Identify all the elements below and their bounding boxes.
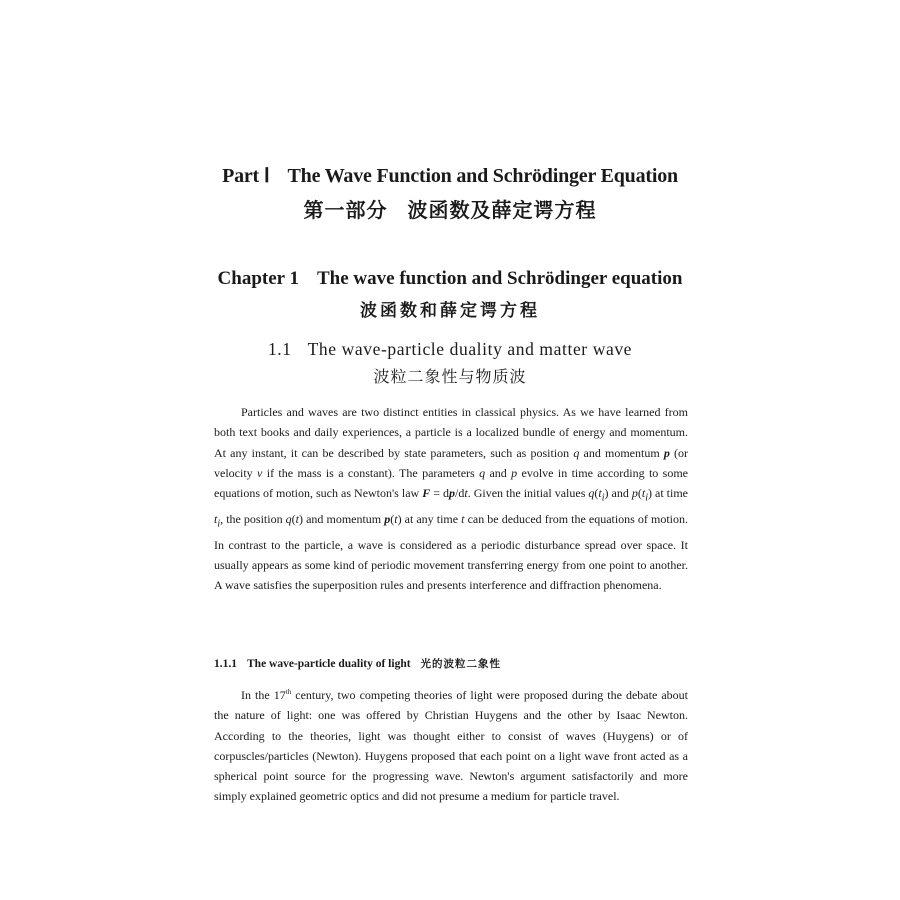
section-heading-cn: 波粒二象性与物质波 xyxy=(373,367,527,386)
paragraph-light-history xyxy=(214,682,688,807)
subsection-number: 1.1.1 xyxy=(214,658,237,670)
section-title: The wave-particle duality and matter wave xyxy=(307,339,633,359)
part-title: The Wave Function and Schrödinger Equation xyxy=(287,165,678,187)
part-title-cn: 波函数及薛定谔方程 xyxy=(407,198,597,222)
part-heading-cn xyxy=(0,194,900,223)
part-heading xyxy=(0,163,900,188)
paragraph-particles-waves xyxy=(214,402,688,595)
section-heading xyxy=(0,339,900,360)
chapter-heading xyxy=(0,268,900,290)
subsection-heading xyxy=(214,656,688,671)
part-label: Part Ⅰ xyxy=(222,165,270,187)
part-label-cn: 第一部分 xyxy=(303,198,388,222)
paragraph-text: Particles and waves are two distinct entities in classical physics. As we have learned from both text books and daily experiences, a particle is a localized bundle of energy and momentum. At any instant, it can be described by state parameters, such as position q and momentum p (or velocity v if the mass is a constant). The parameters q and p evolve in time according to some equations of motion, such as Newton's law F = dp/dt. Given the initial values $q(t_i)$ and $p(t_i)$ at time $t_i$, the position q(t) and momentum p(t) at any time t can be deduced from the equations of motion. In contrast to the particle, a wave is considered as a periodic disturbance spread over space. It usually appears as some kind of periodic movement transferring energy from one point to another. A wave satisfies the superposition rules and presents interference and diffraction phenomena. xyxy=(214,405,689,593)
chapter-title: The wave function and Schrödinger equation xyxy=(317,268,683,289)
subsection-title-cn: 光的波粒二象性 xyxy=(420,658,502,670)
chapter-label: Chapter 1 xyxy=(217,268,299,289)
chapter-heading-cn: 波函数和薛定谔方程 xyxy=(360,301,540,321)
section-number: 1.1 xyxy=(267,339,292,359)
subsection-title: The wave-particle duality of light xyxy=(247,658,411,670)
paragraph-text: In the 17th century, two competing theories of light were proposed during the debate about the nature of light: one was offered by Christian Huygens and the other by Isaac Newton. According to the theories, light was thought either to consist of waves (Huygens) or of corpuscles/particles (Newton). Huygens proposed that each point on a light wave front acted as a spherical point source for the progressing wave. Newton's argument satisfactorily and more simply explained geometric optics and did not presume a medium for particle travel. xyxy=(214,688,688,804)
